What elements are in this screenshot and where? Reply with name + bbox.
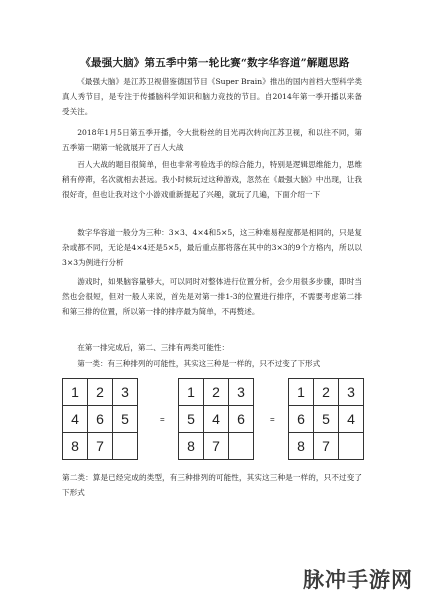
grid-cell: 6	[88, 406, 113, 433]
paragraph-season-five: 2018年1月5日第五季开播，令大批粉丝的目光再次转向江苏卫视，和以往不同，第五季第一期第一轮就展开了百人大战	[62, 128, 362, 152]
grid-cell-empty	[229, 433, 254, 460]
grid-cell: 1	[63, 379, 88, 406]
grid-cell: 6	[289, 406, 314, 433]
grid-cell: 5	[314, 406, 339, 433]
puzzle-grid-2	[178, 378, 254, 460]
grid-cell: 2	[204, 379, 229, 406]
paragraph-puzzle-types: 数字华容道一般分为三种：3×3、4×4和5×5，这三种难易程度都是相同的，只是复杂或都不同，无论是4×4还是5×5，最后重点都将落在其中的3×3的9个方格内，所以以3×3为例进行分析	[62, 228, 362, 267]
puzzle-grids	[62, 378, 366, 464]
grid-cell: 3	[339, 379, 364, 406]
grid-cell: 8	[179, 433, 204, 460]
grid-cell: 2	[88, 379, 113, 406]
puzzle-grid-3	[288, 378, 364, 460]
grid-cell: 7	[204, 433, 229, 460]
grid-cell-empty	[113, 433, 138, 460]
puzzle-grid-1	[62, 378, 138, 460]
paragraph-case-two: 第二类：算是已经完成的类型，有三种排列的可能性，其实这三种是一样的，只不过变了下形式	[62, 473, 362, 497]
grid-cell: 4	[204, 406, 229, 433]
grid-cell: 8	[63, 433, 88, 460]
grid-cell: 3	[113, 379, 138, 406]
grid-cell: 2	[314, 379, 339, 406]
grid-cell: 7	[88, 433, 113, 460]
equals-sign: =	[270, 415, 275, 424]
grid-cell: 8	[289, 433, 314, 460]
paragraph-case-one: 第一类：有三种排列的可能性，其实这三种是一样的，只不过变了下形式	[77, 359, 321, 368]
grid-cell: 1	[179, 379, 204, 406]
paragraph-intro: 《最强大脑》是江苏卫视借鉴德国节目《Super Brain》推出的国内首档大型科学类真人秀节目，是专注于传播脑科学知识和脑力竞技的节目。自2014年第一季开播以来备受关注。	[62, 77, 362, 116]
site-watermark	[303, 564, 413, 594]
paragraph-strategy: 游戏时，如果脑容量够大，可以同时对整体进行位置分析，会少用很多步骤，即时当然也会很短，但对一般人来说，首先是对第一排1-3的位置进行排序，不需要考虑第二排和第三排的位置，所以第一排的排序最为简单，不再赘述。	[62, 277, 362, 316]
grid-cell: 7	[314, 433, 339, 460]
grid-cell: 6	[229, 406, 254, 433]
grid-cell: 5	[179, 406, 204, 433]
grid-cell: 3	[229, 379, 254, 406]
watermark-text: 脉冲手游网	[303, 568, 413, 592]
grid-cell-empty	[339, 433, 364, 460]
grid-cell: 4	[63, 406, 88, 433]
equals-sign: =	[160, 415, 165, 424]
paragraph-two-cases: 在第一排完成后，第二、三排有两类可能性：	[77, 343, 230, 352]
grid-cell: 5	[113, 406, 138, 433]
paragraph-hundred-battle: 百人大战的题目很简单，但也非常考验选手的综合能力，特别是逻辑思维能力，思维稍有停滞，名次就相去甚远。我小时候玩过这种游戏，忽然在《最强大脑》中出现，让我很好奇，但也让我对这个小游戏重新提起了兴趣，就玩了几遍，下面介绍一下	[62, 160, 362, 199]
document-title: 《最强大脑》第五季中第一轮比赛“数字华容道”解题思路	[80, 57, 350, 69]
grid-cell: 4	[339, 406, 364, 433]
grid-cell: 1	[289, 379, 314, 406]
